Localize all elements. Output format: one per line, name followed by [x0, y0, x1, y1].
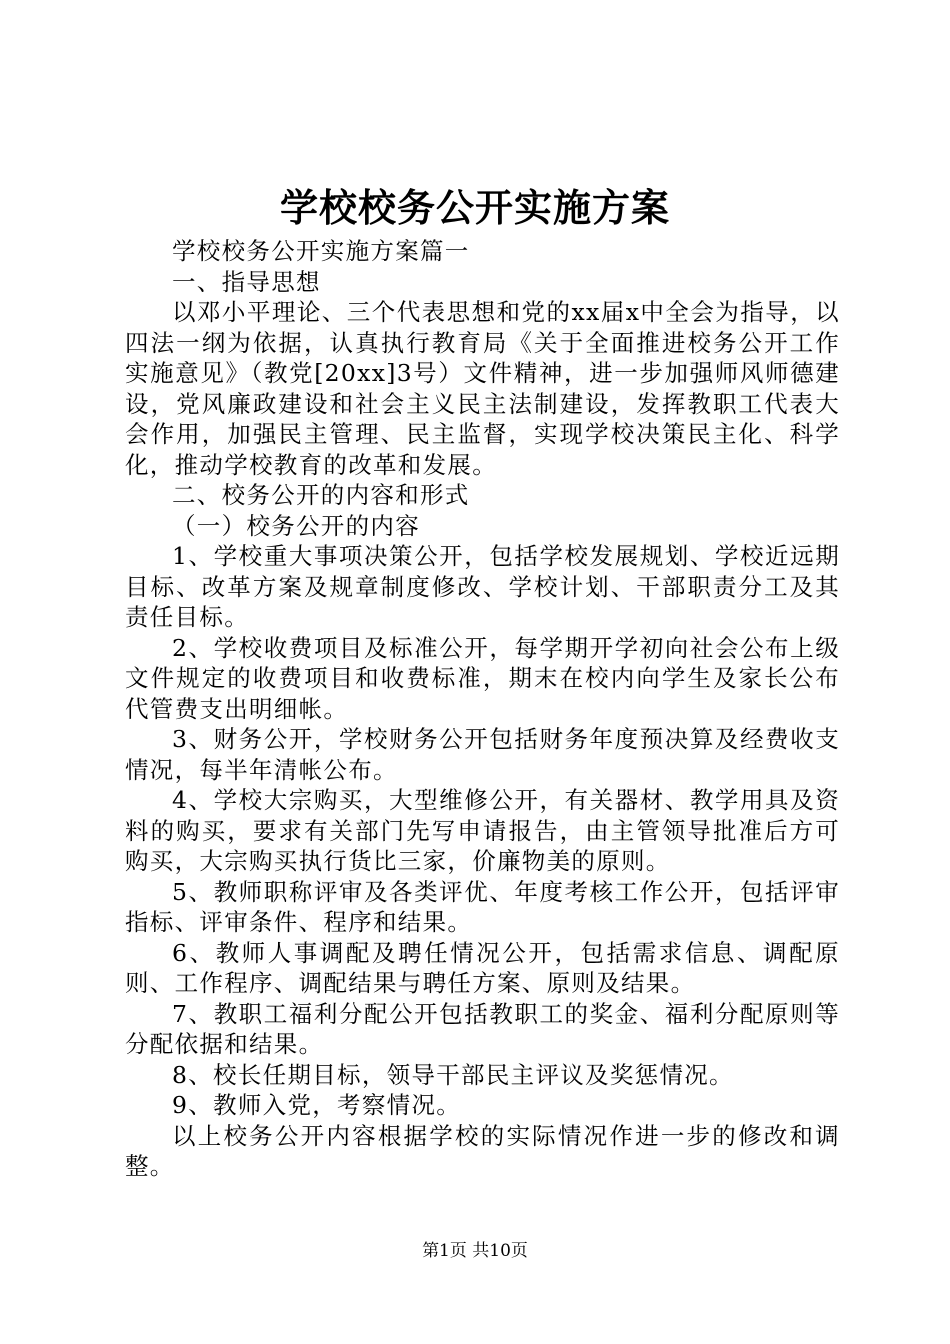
document-body [125, 236, 840, 1182]
paragraph-item-4: 4、学校大宗购买，大型维修公开，有关器材、教学用具及资料的购买，要求有关部门先写申请报告，由主管领导批准后方可购买，大宗购买执行货比三家，价廉物美的原则。 [125, 786, 840, 875]
paragraph-item-9: 9、教师入党，考察情况。 [172, 1091, 462, 1119]
document-title: 学校校务公开实施方案 [279, 185, 670, 230]
paragraph-item-7: 7、教职工福利分配公开包括教职工的奖金、福利分配原则等分配依据和结果。 [125, 999, 840, 1058]
paragraph-subtitle: 学校校务公开实施方案篇一 [172, 237, 470, 265]
paragraph-subheading-1: （一）校务公开的内容 [172, 511, 420, 540]
paragraph-item-5: 5、教师职称评审及各类评优、年度考核工作公开，包括评审指标、评审条件、程序和结果。 [125, 877, 840, 936]
paragraph-guiding-thought: 以邓小平理论、三个代表思想和党的xx届x中全会为指导，以四法一纲为依据，认真执行教育局《关于全面推进校务公开工作实施意见》（教党[20xx]3号）文件精神，进一步加强师风师德建设，党风廉政建设和社会主义民主法制建设，发挥教职工代表大会作用，加强民主管理、民主监督，实现学校决策民主化、科学化，推动学校教育的改革和发展。 [125, 298, 840, 479]
paragraph-item-1: 1、学校重大事项决策公开，包括学校发展规划、学校近远期目标、改革方案及规章制度修改、学校计划、干部职责分工及其责任目标。 [125, 542, 840, 631]
paragraph-item-6: 6、教师人事调配及聘任情况公开，包括需求信息、调配原则、工作程序、调配结果与聘任方案、原则及结果。 [125, 938, 840, 997]
paragraph-heading-1: 一、指导思想 [172, 267, 321, 296]
paragraph-item-2: 2、学校收费项目及标准公开，每学期开学初向社会公布上级文件规定的收费项目和收费标准，期末在校内向学生及家长公布代管费支出明细帐。 [125, 633, 840, 723]
paragraph-closing: 以上校务公开内容根据学校的实际情况作进一步的修改和调整。 [125, 1121, 840, 1180]
page-number-footer: 第1页 共10页 [422, 1241, 528, 1261]
paragraph-item-8: 8、校长任期目标，领导干部民主评议及奖惩情况。 [172, 1060, 734, 1089]
paragraph-item-3: 3、财务公开，学校财务公开包括财务年度预决算及经费收支情况，每半年清帐公布。 [125, 725, 840, 784]
paragraph-heading-2: 二、校务公开的内容和形式 [172, 481, 470, 509]
